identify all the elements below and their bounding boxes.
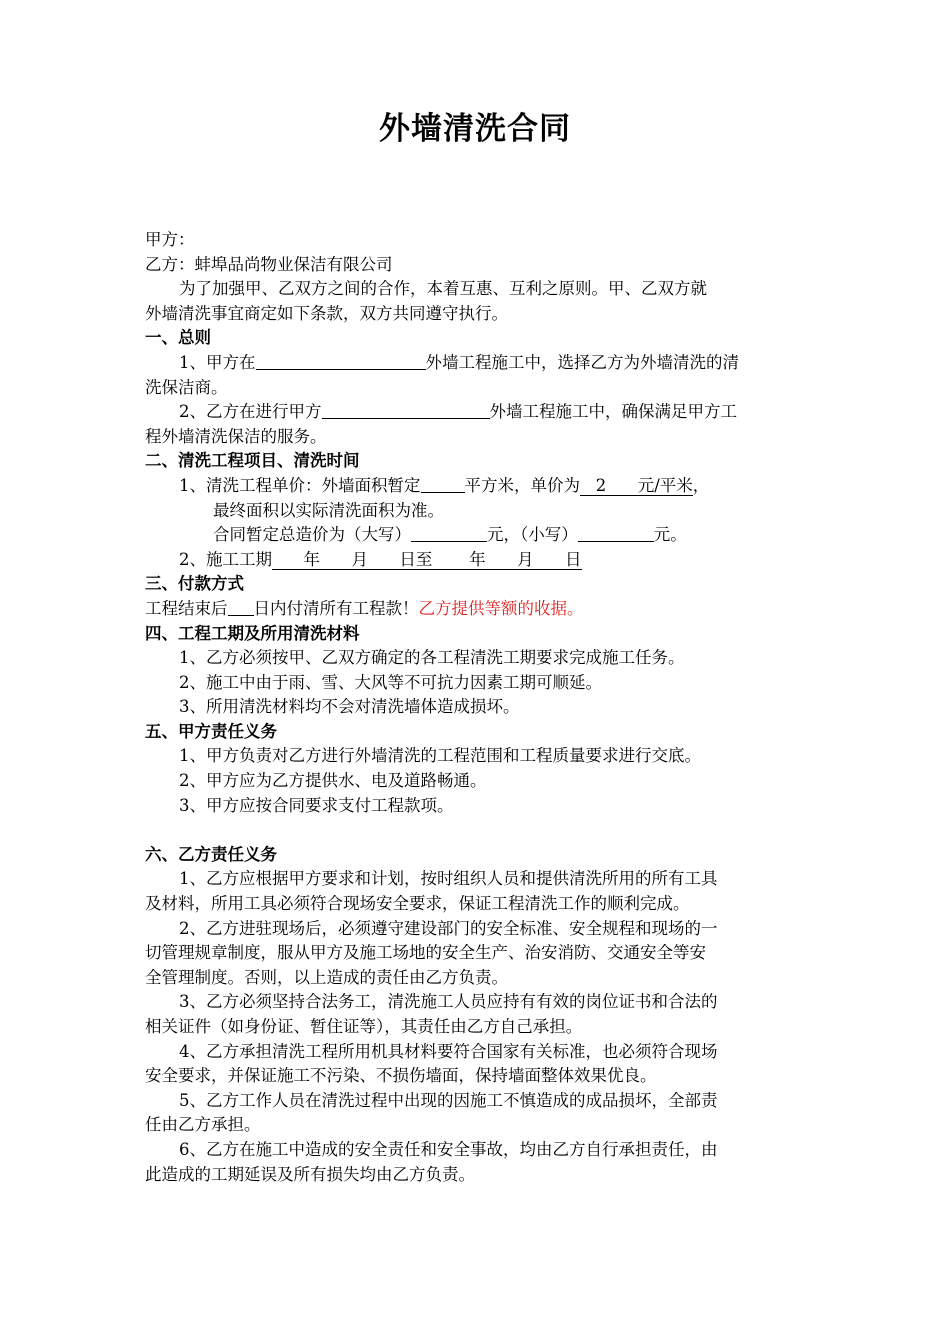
- section-2-item-1: [145, 474, 807, 499]
- section-1-item-2-cont: 程外墙清洗保洁的服务。: [145, 426, 327, 446]
- text: ，: [692, 475, 710, 495]
- document-title: 外墙清洗合同: [379, 111, 571, 147]
- section-3-heading: 三、付款方式: [145, 574, 244, 594]
- text: 外墙工程施工中，选择乙方为外墙清洗的清: [425, 352, 739, 372]
- section-1-item-2: [145, 400, 807, 425]
- spacer: [145, 818, 807, 843]
- text: 1、清洗工程单价：外墙面积暂定: [179, 475, 421, 495]
- section-6-line: 6、乙方在施工中造成的安全责任和安全事故，均由乙方自行承担责任，由: [179, 1139, 718, 1159]
- section-3-text: [145, 597, 807, 622]
- section-6-line: 此造成的工期延误及所有损失均由乙方负责。: [145, 1164, 475, 1184]
- section-5-item: 3、甲方应按合同要求支付工程款项。: [179, 795, 454, 815]
- section-6-line: 任由乙方承担。: [145, 1115, 261, 1135]
- text: 2、乙方在进行甲方: [179, 402, 322, 422]
- intro-line-2: 外墙清洗事宜商定如下条款，双方共同遵守执行。: [145, 303, 508, 323]
- section-6-line: 切管理规章制度，服从甲方及施工场地的安全生产、治安消防、交通安全等安: [145, 943, 706, 963]
- text: 工程结束后: [145, 598, 228, 618]
- intro-line-1: 为了加强甲、乙双方之间的合作，本着互惠、互利之原则。甲、乙双方就: [179, 279, 707, 299]
- receipt-note: 乙方提供等额的收据。: [418, 598, 584, 618]
- blank-field: [578, 523, 654, 542]
- section-6-line: 及材料，所用工具必须符合现场安全要求，保证工程清洗工作的顺利完成。: [145, 894, 690, 914]
- construction-period: 年 月 日至 年 月 日: [272, 549, 582, 569]
- text: 元，（小写）: [487, 525, 578, 545]
- blank-field: [421, 474, 465, 493]
- section-1-item-1: [145, 351, 807, 376]
- section-4-heading: 四、工程工期及所用清洗材料: [145, 623, 360, 643]
- section-2-item-2: [145, 548, 807, 573]
- text: 1、甲方在: [179, 352, 256, 372]
- text: 元。: [653, 525, 687, 545]
- section-6-line: 相关证件（如身份证、暂住证等），其责任由乙方自己承担。: [145, 1017, 583, 1036]
- blank-field: [322, 400, 490, 419]
- section-2-heading: 二、清洗工程项目、清洗时间: [145, 451, 360, 471]
- section-6-line: 3、乙方必须坚持合法务工，清洗施工人员应持有有效的岗位证书和合法的: [179, 992, 718, 1012]
- unit-price: 2 元/平米: [580, 475, 693, 495]
- section-6-heading: 六、乙方责任义务: [145, 844, 277, 864]
- section-2-total-price: [145, 523, 807, 548]
- text: 合同暂定总造价为（大写）: [213, 525, 411, 545]
- party-b-line: 乙方：蚌埠品尚物业保洁有限公司: [145, 254, 393, 274]
- blank-field: [256, 351, 426, 370]
- section-2-item-1-cont: 最终面积以实际清洗面积为准。: [213, 500, 444, 520]
- text: 2、施工工期: [179, 549, 272, 569]
- blank-field: [228, 597, 254, 616]
- section-6-line: 5、乙方工作人员在清洗过程中出现的因施工不慎造成的成品损坏，全部责: [179, 1090, 718, 1110]
- contract-body: [145, 228, 807, 1187]
- text: 外墙工程施工中，确保满足甲方工: [489, 402, 737, 422]
- section-4-item: 3、所用清洗材料均不会对清洗墙体造成损坏。: [179, 697, 520, 717]
- section-6-line: 2、乙方进驻现场后，必须遵守建设部门的安全标准、安全规程和现场的一: [179, 918, 718, 938]
- section-6-line: 安全要求，并保证施工不污染、不损伤墙面，保持墙面整体效果优良。: [145, 1066, 657, 1086]
- text: 平方米，单价为: [464, 475, 580, 495]
- section-4-item: 1、乙方必须按甲、乙双方确定的各工程清洗工期要求完成施工任务。: [179, 648, 685, 668]
- section-5-item: 2、甲方应为乙方提供水、电及道路畅通。: [179, 771, 487, 791]
- section-6-line: 全管理制度。否则，以上造成的责任由乙方负责。: [145, 967, 508, 987]
- section-4-item: 2、施工中由于雨、雪、大风等不可抗力因素工期可顺延。: [179, 672, 602, 692]
- blank-field: [411, 523, 487, 542]
- section-6-line: 4、乙方承担清洗工程所用机具材料要符合国家有关标准，也必须符合现场: [179, 1041, 718, 1061]
- section-1-heading: 一、总则: [145, 328, 211, 348]
- section-6-line: 1、乙方应根据甲方要求和计划，按时组织人员和提供清洗所用的所有工具: [179, 869, 718, 889]
- text: 日内付清所有工程款！: [253, 598, 419, 618]
- section-5-heading: 五、甲方责任义务: [145, 721, 277, 741]
- section-5-item: 1、甲方负责对乙方进行外墙清洗的工程范围和工程质量要求进行交底。: [179, 746, 701, 766]
- party-a-line: 甲方：: [145, 230, 195, 249]
- section-1-item-1-cont: 洗保洁商。: [145, 377, 228, 397]
